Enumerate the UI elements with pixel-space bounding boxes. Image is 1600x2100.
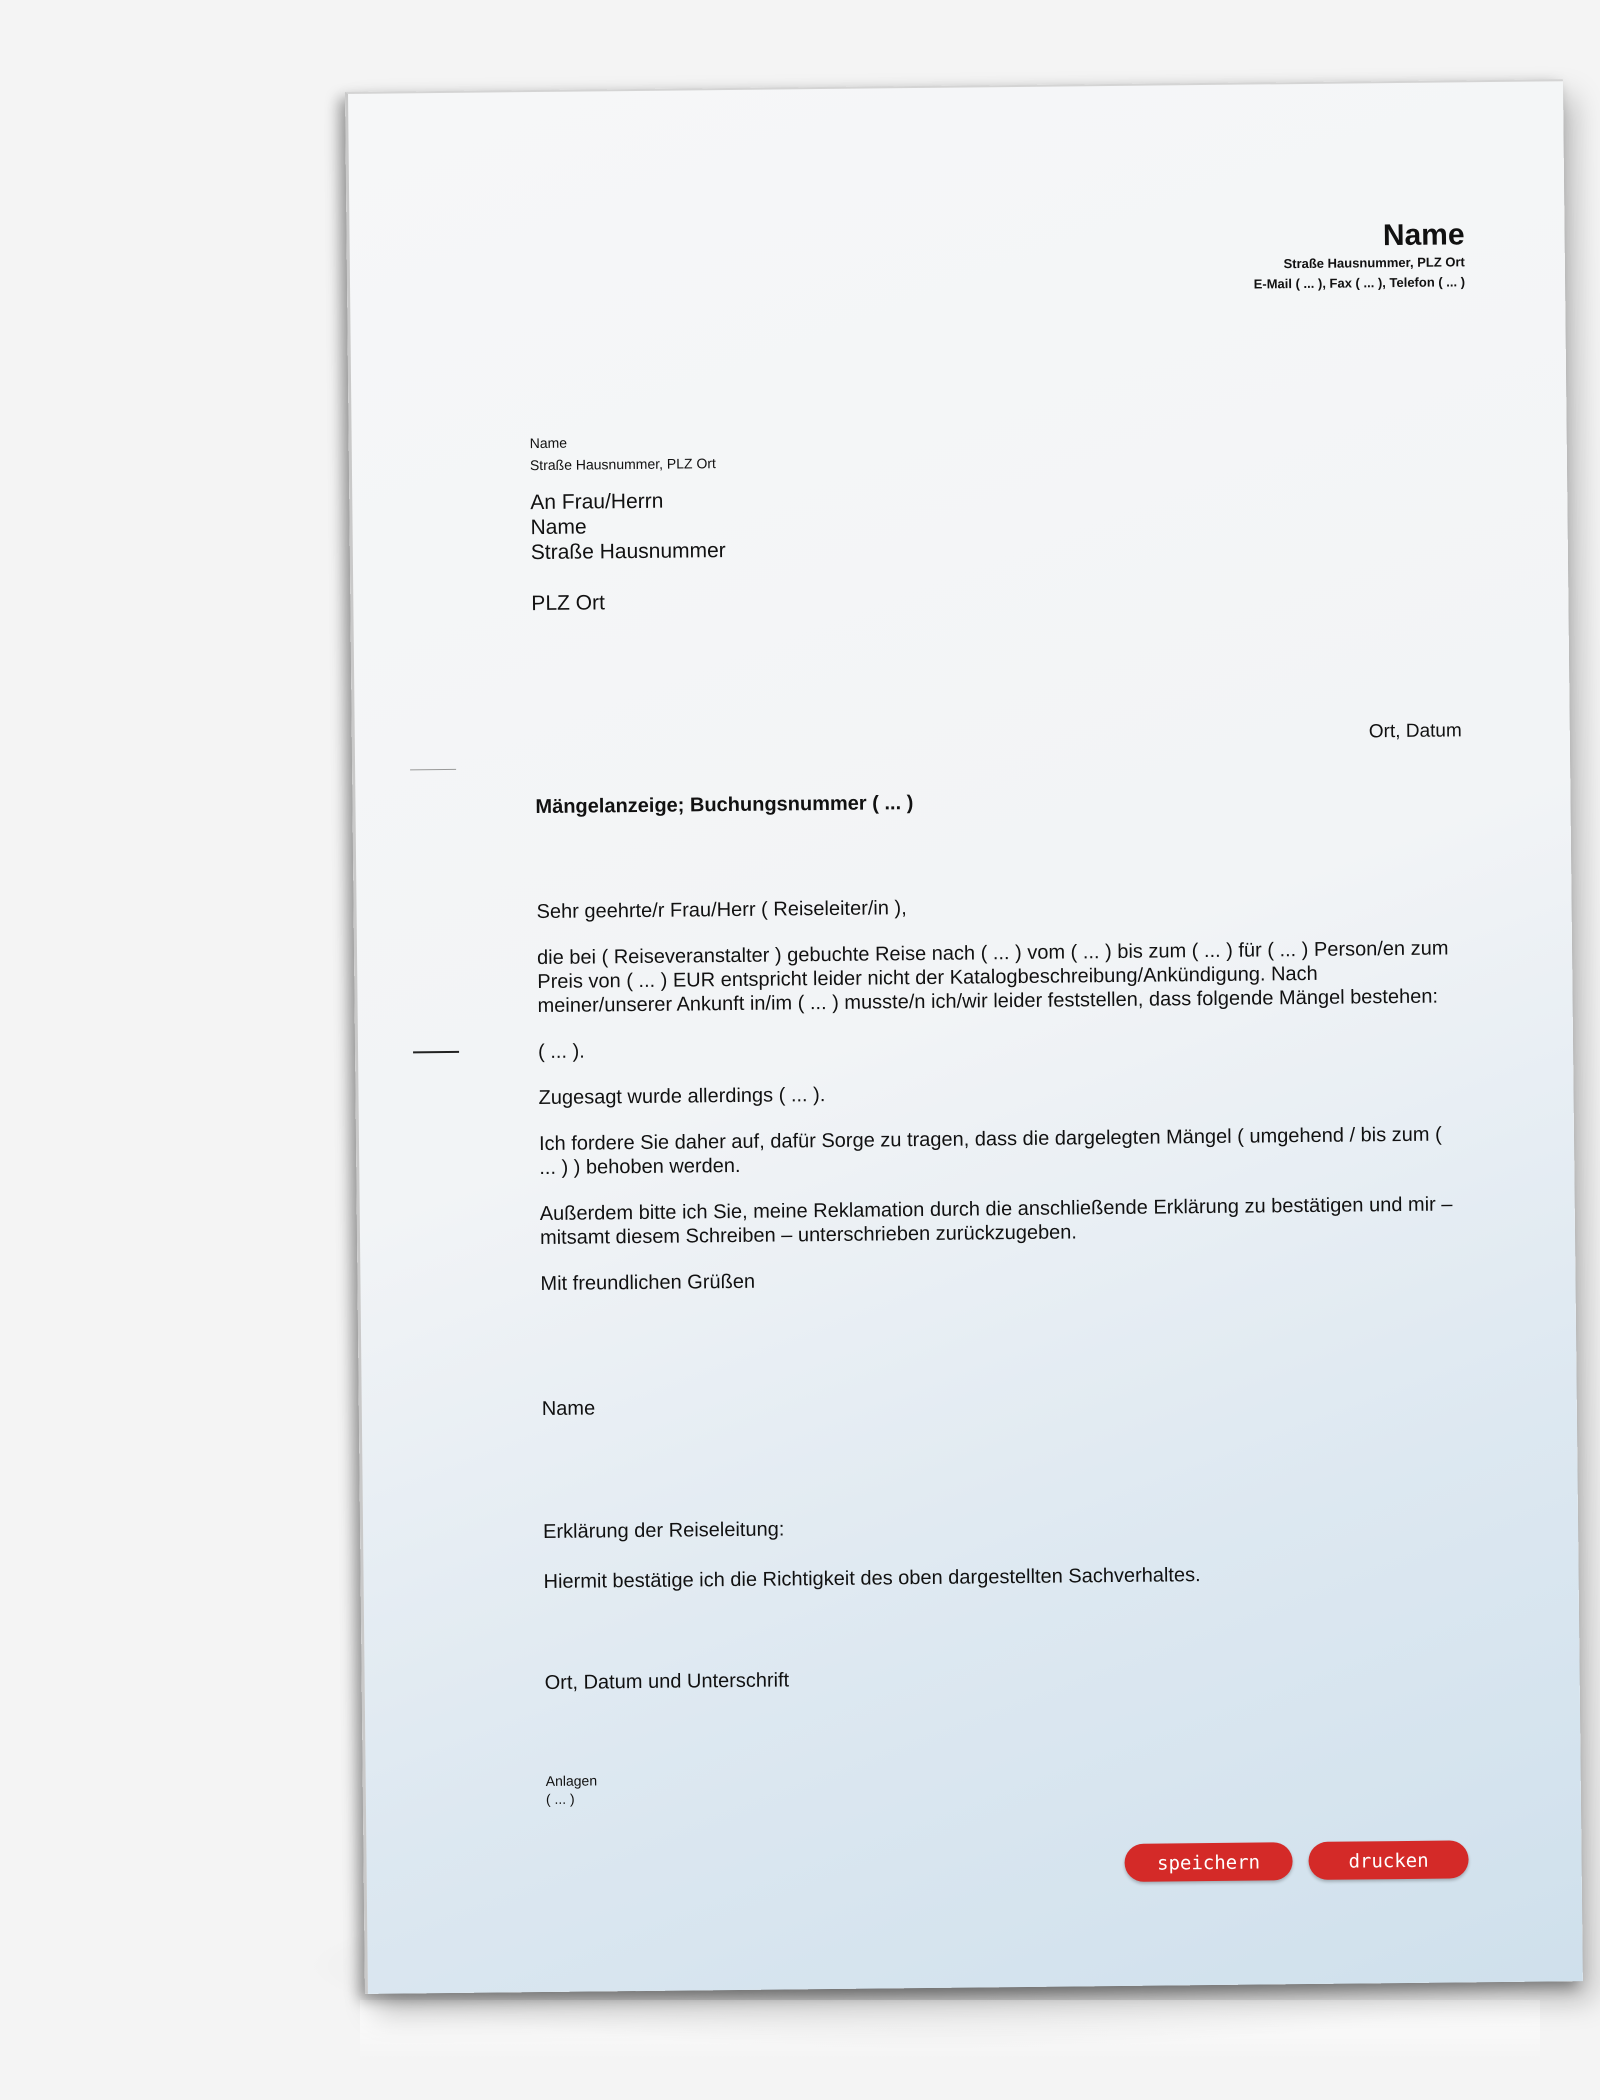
defects-placeholder: ( ... ).: [537, 1040, 585, 1064]
declaration-heading: Erklärung der Reiseleitung:: [542, 1518, 785, 1544]
body-paragraph-1: die bei ( Reiseveranstalter ) gebuchte Reise nach ( ... ) vom ( ... ) bis zum ( ... ) für ( ... ) Person/en zum Preis von ( ... ) EUR entspricht leider nicht der Katalogbeschreibung/Ankündigung. Nach meiner/unserer Ankunft in/im ( ... ) musste/n ich/wir leider feststellen, dass folgende Mängel bestehen:: [536, 937, 1449, 1018]
recipient-name: Name: [530, 515, 587, 540]
recipient-salutation: An Frau/Herrn: [530, 489, 664, 515]
return-address: [530, 430, 716, 476]
recipient-block: [530, 488, 726, 616]
recipient-city: PLZ Ort: [531, 591, 605, 616]
signature-name: Name: [541, 1397, 596, 1421]
closing: Mit freundlichen Grüßen: [540, 1270, 756, 1296]
letter-body: [536, 890, 1460, 1318]
sender-name: Name: [1382, 218, 1465, 253]
save-button[interactable]: speichern: [1124, 1842, 1292, 1882]
print-button[interactable]: drucken: [1308, 1840, 1468, 1880]
attachments-value: ( ... ): [545, 1790, 575, 1807]
request-paragraph: Außerdem bitte ich Sie, meine Reklamation durch die anschließende Erklärung zu bestätigen und mir – mitsamt diesem Schreiben – unterschrieben zurückzugeben.: [539, 1193, 1453, 1250]
sender-address: Straße Hausnummer, PLZ Ort: [1283, 254, 1465, 272]
sender-block: [1253, 218, 1465, 294]
fold-mark-top: [410, 769, 456, 770]
greeting: Sehr geehrte/r Frau/Herr ( Reiseleiter/in ),: [536, 897, 907, 924]
letter-page: [345, 79, 1583, 1994]
return-address-street: Straße Hausnummer, PLZ Ort: [529, 455, 716, 474]
return-address-name: Name: [529, 434, 568, 452]
attachments-label: Anlagen: [545, 1772, 598, 1789]
declaration-text: Hiermit bestätige ich die Richtigkeit des oben dargestellten Sachverhaltes.: [543, 1564, 1201, 1594]
promised-paragraph: Zugesagt wurde allerdings ( ... ).: [538, 1084, 826, 1110]
date-line: Ort, Datum: [1368, 720, 1462, 743]
punch-mark: [413, 1051, 459, 1053]
page-reflection: [360, 2000, 1540, 2060]
sign-line: Ort, Datum und Unterschrift: [544, 1669, 790, 1694]
recipient-street: Straße Hausnummer: [530, 539, 726, 565]
attachments-block: [546, 1771, 598, 1808]
subject-line: Mängelanzeige; Buchungsnummer ( ... ): [535, 792, 914, 819]
declaration-block: [543, 1513, 1201, 1620]
sender-contact: E-Mail ( ... ), Fax ( ... ), Telefon ( ... ): [1253, 274, 1466, 292]
demand-paragraph: Ich fordere Sie daher auf, dafür Sorge zu tragen, dass die dargelegten Mängel ( umgehend / bis zum ( ... ) ) behoben werden.: [538, 1123, 1442, 1180]
